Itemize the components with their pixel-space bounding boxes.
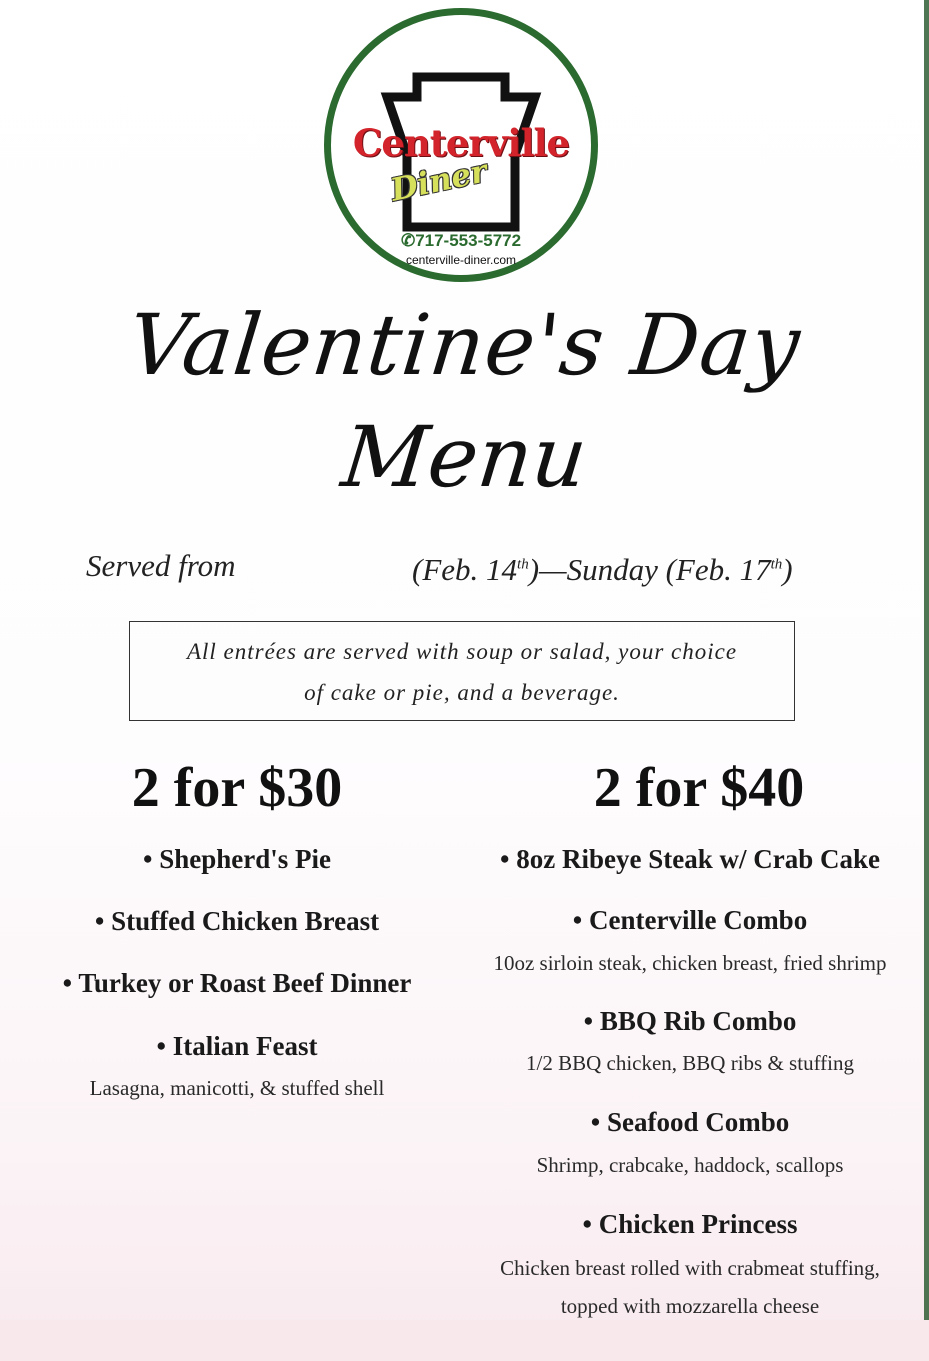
served-label: Served from [86, 548, 236, 583]
menu-title: Valentine's Day [123, 296, 806, 394]
price-heading-30: 2 for $30 [131, 757, 343, 819]
notice-line-2: of cake or pie, and a beverage. [304, 680, 620, 705]
menu-item-description: 10oz sirloin steak, chicken breast, fried shrimp [493, 951, 887, 975]
served-dates-part1: (Feb. 14 [412, 552, 518, 587]
page-edge [924, 0, 929, 1361]
menu-item: • BBQ Rib Combo [583, 1006, 797, 1036]
menu-item: • Italian Feast [156, 1031, 318, 1061]
menu-item-description: topped with mozzarella cheese [560, 1294, 820, 1318]
inclusions-notice [129, 621, 795, 721]
menu-item-description: Chicken breast rolled with crabmeat stuffing, [500, 1256, 880, 1280]
menu-item: • 8oz Ribeye Steak w/ Crab Cake [500, 844, 880, 874]
menu-item-description: 1/2 BBQ chicken, BBQ ribs & stuffing [525, 1051, 855, 1075]
phone-icon: ✆ [400, 231, 416, 250]
logo-phone-number: 717-553-5772 [415, 231, 522, 250]
menu-item: • Shepherd's Pie [143, 844, 331, 874]
served-dates-sup2: th [770, 556, 783, 573]
menu-item-description: Shrimp, crabcake, haddock, scallops [536, 1153, 844, 1177]
notice-line-1: All entrées are served with soup or salad, your choice [186, 639, 738, 664]
menu-item-description: Lasagna, manicotti, & stuffed shell [89, 1076, 385, 1100]
menu-subtitle: Menu [337, 408, 592, 506]
served-dates-part3: ) [782, 552, 793, 587]
served-dates-part2: )—Sunday (Feb. 17 [528, 552, 771, 587]
menu-item: • Seafood Combo [590, 1107, 790, 1137]
logo-name: Centerville [352, 121, 570, 165]
logo-phone [331, 231, 591, 251]
served-dates-sup1: th [517, 556, 529, 573]
menu-item: • Turkey or Roast Beef Dinner [62, 968, 412, 998]
bottom-strip [0, 1320, 929, 1361]
menu-item: • Chicken Princess [582, 1209, 798, 1239]
price-heading-40: 2 for $40 [593, 757, 805, 819]
served-dates [412, 552, 793, 588]
logo-website: centerville-diner.com [405, 253, 517, 267]
menu-item: • Stuffed Chicken Breast [94, 906, 380, 936]
diner-logo [324, 8, 598, 282]
menu-item: • Centerville Combo [572, 905, 808, 935]
logo-subname: Diner [387, 153, 491, 209]
